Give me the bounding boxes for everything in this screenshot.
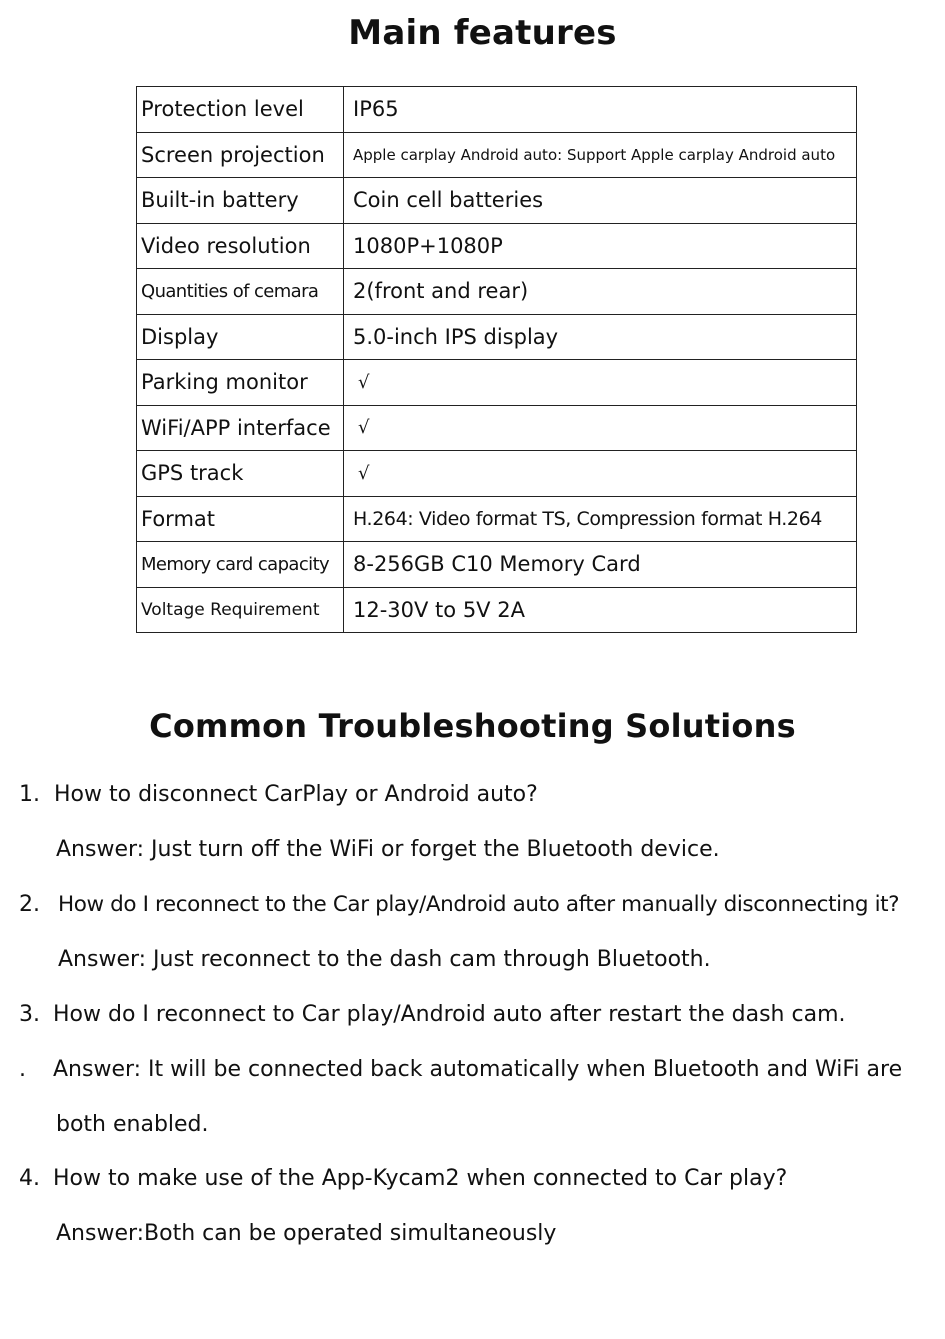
answer-text: Answer:Both can be operated simultaneously [56, 1221, 557, 1246]
feature-value: 1080P+1080P [344, 223, 857, 269]
feature-label: Screen projection [137, 132, 344, 178]
features-table [136, 86, 857, 633]
table-row [137, 451, 857, 497]
checkmark-value: √ [344, 360, 857, 406]
table-row [137, 360, 857, 406]
question-text: How to disconnect CarPlay or Android auto? [54, 782, 538, 807]
item-number: 4. [19, 1166, 40, 1191]
troubleshooting-title: Common Troubleshooting Solutions [149, 707, 796, 745]
feature-label: WiFi/APP interface [137, 405, 344, 451]
table-row [137, 132, 857, 178]
feature-label: Memory card capacity [137, 542, 344, 588]
table-row [137, 405, 857, 451]
answer-text: Answer: It will be connected back automatically when Bluetooth and WiFi are [53, 1057, 903, 1082]
table-row [137, 178, 857, 224]
table-row [137, 223, 857, 269]
table-row [137, 269, 857, 315]
table-row [137, 87, 857, 133]
feature-value: Coin cell batteries [344, 178, 857, 224]
feature-value: 12-30V to 5V 2A [344, 587, 857, 633]
checkmark-value: √ [344, 405, 857, 451]
feature-label: Built-in battery [137, 178, 344, 224]
table-row [137, 542, 857, 588]
answer-marker: . [19, 1057, 26, 1082]
question-text: How do I reconnect to Car play/Android auto after restart the dash cam. [53, 1002, 846, 1027]
question-text: How to make use of the App-Kycam2 when connected to Car play? [53, 1166, 788, 1191]
main-features-title: Main features [348, 13, 617, 53]
checkmark-value: √ [344, 451, 857, 497]
table-row [137, 314, 857, 360]
answer-text: Answer: Just reconnect to the dash cam through Bluetooth. [58, 947, 711, 972]
item-number: 3. [19, 1002, 40, 1027]
item-number: 1. [19, 782, 40, 807]
item-number: 2. [19, 892, 40, 917]
feature-label: Voltage Requirement [137, 587, 344, 633]
feature-label: Format [137, 496, 344, 542]
feature-label: Protection level [137, 87, 344, 133]
feature-value: 5.0-inch IPS display [344, 314, 857, 360]
feature-value: Apple carplay Android auto: Support Apple carplay Android auto [344, 132, 857, 178]
feature-label: Parking monitor [137, 360, 344, 406]
table-row [137, 587, 857, 633]
question-text: How do I reconnect to the Car play/Android auto after manually disconnecting it? [58, 892, 900, 917]
table-row [137, 496, 857, 542]
feature-value: IP65 [344, 87, 857, 133]
feature-label: Quantities of cemara [137, 269, 344, 315]
feature-value: 2(front and rear) [344, 269, 857, 315]
feature-label: Video resolution [137, 223, 344, 269]
feature-value: 8-256GB C10 Memory Card [344, 542, 857, 588]
answer-text: Answer: Just turn off the WiFi or forget the Bluetooth device. [56, 837, 720, 862]
answer-text: both enabled. [56, 1112, 209, 1137]
feature-value: H.264: Video format TS, Compression format H.264 [344, 496, 857, 542]
feature-label: Display [137, 314, 344, 360]
feature-label: GPS track [137, 451, 344, 497]
